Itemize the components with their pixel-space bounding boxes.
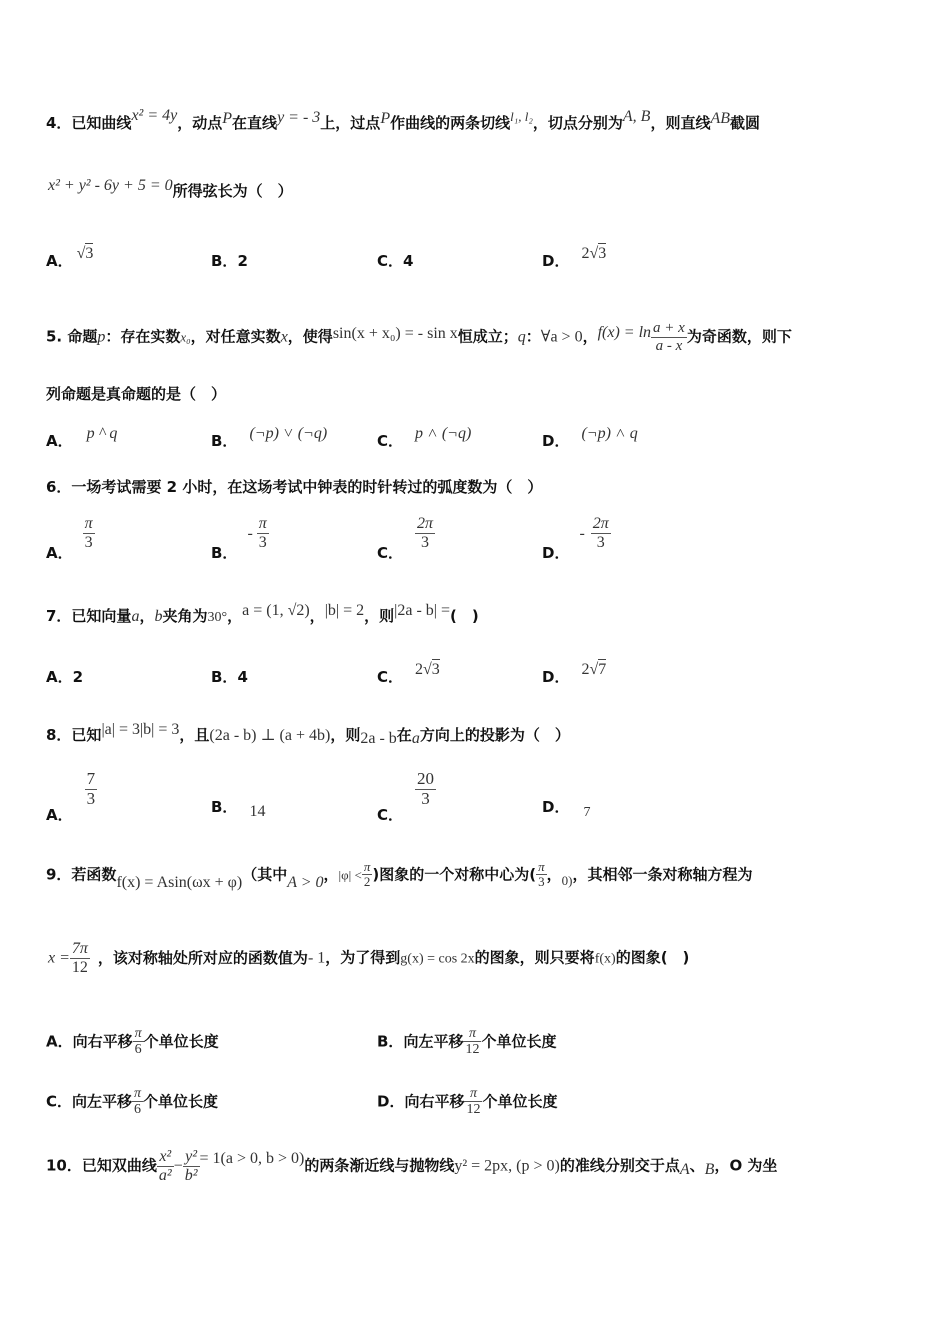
q5-text: 为奇函数，则下 — [686, 327, 792, 346]
q7-math: |b| = 2 — [324, 602, 365, 619]
option-text: 向左平移 — [403, 1032, 464, 1051]
q5-option-d — [542, 425, 638, 451]
option-value: 3 — [598, 245, 607, 262]
option-value: (¬p) ˅ (¬q) — [249, 425, 328, 442]
fraction-numerator: π — [463, 1026, 481, 1042]
option-value: 3 — [85, 245, 94, 262]
q9-option-d — [377, 1086, 557, 1118]
fraction-denominator: b² — [184, 1166, 198, 1184]
q7-option-d: D． 2√7 — [542, 661, 607, 686]
option-label: A． — [46, 543, 73, 562]
q5-option-a — [46, 425, 118, 451]
fraction-numerator: 7 — [86, 769, 96, 788]
fraction-numerator: 20 — [417, 769, 435, 788]
option-value: 2 — [237, 252, 248, 270]
q8-math: 2a - b — [360, 730, 397, 747]
q7-math: 30° — [207, 610, 228, 625]
option-label: B． — [211, 668, 238, 686]
q4-math: P — [222, 110, 233, 127]
q8-text: 8．已知 — [46, 726, 102, 744]
option-value: 7 — [598, 661, 607, 678]
option-label: B． — [377, 1032, 404, 1051]
q4-option-c — [377, 250, 413, 271]
q9-text: 9．若函数 — [46, 865, 117, 884]
option-label: A． — [46, 252, 73, 270]
option-fraction — [85, 770, 98, 808]
q7-text: 7．已知向量 — [46, 607, 132, 625]
q9-math: x = — [48, 949, 70, 967]
q4-math: AB — [710, 110, 730, 127]
q5-text: ， — [582, 327, 598, 346]
fraction-denominator: 12 — [466, 1102, 481, 1118]
q9-option-a — [46, 1026, 219, 1058]
q10-line — [46, 1148, 777, 1184]
option-value: 2 — [72, 668, 84, 686]
q4-line1 — [46, 107, 761, 133]
option-label: C． — [377, 252, 404, 270]
fraction-numerator: 7π — [71, 940, 88, 957]
q9-text: ，其相邻一条对称轴方程为 — [572, 865, 753, 884]
q7-math: |2a - b| = — [394, 602, 450, 619]
q7-math: a — [131, 608, 140, 625]
q8-option-d — [542, 796, 591, 820]
q9-fraction — [362, 860, 373, 890]
q4-text: 作曲线的两条切线 — [390, 114, 511, 132]
q10-math: B — [704, 1160, 715, 1178]
fraction-denominator: 12 — [71, 958, 88, 976]
q4-option-a: A． √3 — [46, 245, 94, 270]
q5-math: p — [97, 328, 106, 346]
fraction-numerator: π — [134, 1026, 142, 1041]
q4-math: l₁, l₂ — [510, 109, 533, 124]
fraction-numerator: π — [134, 1086, 142, 1101]
q6-option-d — [542, 515, 611, 562]
option-text: 个单位长度 — [143, 1092, 219, 1111]
q5-text: 5. 命题 — [46, 327, 98, 346]
q8-text: ，且 — [179, 726, 210, 744]
fraction-numerator: 2π — [417, 515, 434, 532]
q7-math: a = (1, √2) — [242, 602, 310, 619]
fraction-numerator: π — [84, 515, 93, 532]
q9-math: f(x) — [594, 951, 616, 967]
q7-text: ( ) — [450, 607, 479, 625]
q10-text: 的两条渐近线与抛物线 — [304, 1156, 455, 1175]
option-fraction — [463, 1026, 481, 1058]
q9-text: （其中 — [242, 865, 288, 884]
q4-text: 4．已知曲线 — [46, 114, 132, 132]
q9-text: )图象的一个对称中心为( — [372, 865, 537, 884]
q5-math: q — [517, 328, 526, 346]
q4-circle-equation: x² + y² - 6y + 5 = 0 — [48, 177, 173, 194]
q6-option-b — [211, 515, 269, 562]
q6-text: 6．一场考试需要 2 小时，在这场考试中钟表的时针转过的弧度数为（ ） — [46, 478, 543, 496]
option-label: D． — [542, 432, 570, 450]
option-text: 向右平移 — [404, 1092, 465, 1111]
q7-option-b — [211, 666, 248, 687]
q10-math: − — [173, 1157, 183, 1175]
fraction-numerator: π — [363, 859, 371, 874]
q8-math: |a| = 3|b| = 3 — [101, 721, 180, 738]
fraction-denominator: 3 — [421, 533, 430, 551]
fraction-denominator: 6 — [134, 1042, 142, 1058]
option-label: D． — [542, 543, 570, 562]
q5-text: ，对任意实数 — [190, 327, 281, 346]
option-label: C． — [377, 668, 404, 686]
q10-text: ，O 为坐 — [714, 1156, 778, 1175]
q4-text: ，则直线 — [650, 114, 711, 132]
option-sign: - — [247, 524, 253, 542]
option-value: p ^ q — [86, 425, 118, 442]
q10-text: 10．已知双曲线 — [46, 1156, 157, 1175]
fraction-numerator: π — [464, 1086, 482, 1102]
option-fraction — [591, 515, 611, 551]
fraction-numerator: x² — [157, 1148, 174, 1167]
q9-math: f(x) = Asin(ωx + φ) — [116, 874, 243, 892]
q5-text: 恒成立； — [457, 327, 518, 346]
q5-option-c — [377, 425, 472, 451]
q4-option-b — [211, 250, 248, 271]
option-value: 4 — [237, 668, 248, 686]
option-label: A． — [46, 805, 73, 824]
q8-math: a — [411, 730, 420, 747]
q9-fraction — [70, 940, 90, 976]
fraction-denominator: 3 — [421, 788, 430, 808]
q4-text: 所得弦长为（ ） — [172, 182, 293, 200]
q9-math: g(x) = cos 2x — [400, 951, 475, 967]
q7-text: ， — [309, 607, 325, 625]
q5-line1 — [46, 320, 792, 354]
option-label: A． — [46, 432, 73, 450]
q9-fraction — [536, 860, 547, 890]
option-label: D． — [542, 252, 570, 270]
q9-math: 0) — [561, 873, 573, 889]
option-label: A． — [46, 1032, 73, 1051]
q8-line — [46, 721, 570, 747]
q4-text: ，切点分别为 — [532, 114, 623, 132]
q4-math: P — [380, 110, 391, 127]
option-text: 个单位长度 — [481, 1032, 557, 1051]
q7-math: b — [154, 608, 163, 625]
q7-option-c: C． 2√3 — [377, 661, 440, 686]
fraction-denominator: a² — [158, 1166, 172, 1184]
fraction-numerator: π — [258, 515, 267, 532]
option-fraction — [132, 1086, 143, 1118]
q7-text: ，则 — [364, 607, 395, 625]
q7-line — [46, 602, 479, 626]
q5-text: 列命题是真命题的是（ ） — [46, 385, 227, 403]
q10-fraction — [157, 1148, 174, 1184]
option-value: 3 — [431, 661, 440, 678]
option-label: D． — [542, 668, 570, 686]
option-label: A． — [46, 668, 73, 686]
q9-text: ， — [546, 865, 562, 884]
q9-text: 的图象，则只要将 — [474, 948, 595, 967]
q4-text: 在直线 — [232, 114, 278, 132]
option-value: 14 — [249, 803, 266, 820]
option-fraction — [83, 515, 95, 551]
option-label: B． — [211, 543, 238, 562]
q7-text: ， — [139, 607, 155, 625]
q4-math: A, B — [622, 108, 651, 125]
fraction-denominator: 3 — [84, 533, 93, 551]
q5-text: ： — [525, 327, 541, 346]
option-value: p ˄ (¬q) — [415, 425, 472, 442]
q7-text: ， — [227, 607, 243, 625]
q4-text: 截圆 — [730, 114, 761, 132]
q5-math: ∀a > 0 — [540, 328, 583, 346]
fraction-denominator: a - x — [655, 337, 683, 354]
q10-math: = 1(a > 0, b > 0) — [199, 1149, 305, 1167]
option-label: C． — [377, 805, 404, 824]
q7-text: 夹角为 — [162, 607, 208, 625]
q5-math: f(x) = ln — [597, 323, 652, 341]
q9-text: ，为了得到 — [325, 948, 401, 967]
q8-text: 方向上的投影为（ ） — [419, 726, 570, 744]
q5-text: ：存在实数 — [105, 327, 181, 346]
fraction-denominator: 2 — [363, 874, 371, 890]
q9-line2 — [48, 940, 689, 976]
option-label: B． — [211, 252, 238, 270]
fraction-denominator: 3 — [596, 533, 605, 551]
q9-text: 的图象( ) — [615, 948, 690, 967]
q9-math: |φ| < — [338, 867, 362, 883]
q5-math: sin(x + x₀) = - sin x — [332, 324, 458, 342]
q8-text: 在 — [396, 726, 412, 744]
q5-math: x₀ — [180, 329, 191, 345]
option-value: 4 — [403, 252, 414, 270]
q6-option-a — [46, 515, 95, 562]
option-fraction — [133, 1026, 144, 1058]
option-label: C． — [377, 432, 404, 450]
q8-option-a — [46, 769, 97, 824]
q5-text: ，使得 — [287, 327, 333, 346]
option-fraction — [415, 515, 435, 551]
q6-option-c — [377, 515, 435, 562]
q9-text: ， — [323, 865, 339, 884]
q9-text: ，该对称轴处所对应的函数值为 — [97, 948, 308, 967]
option-label: C． — [377, 543, 404, 562]
q4-text: ，动点 — [177, 114, 223, 132]
q4-math: y = - 3 — [277, 109, 321, 126]
option-fraction — [464, 1086, 482, 1118]
q9-math: - 1 — [307, 949, 326, 967]
fraction-numerator: y² — [183, 1148, 200, 1167]
option-value: (¬p) ˄ q — [581, 425, 638, 442]
q10-fraction — [183, 1148, 200, 1184]
option-label: B． — [211, 432, 238, 450]
q4-math: x² = 4y — [131, 107, 178, 124]
q7-option-a — [46, 666, 83, 687]
option-text: 个单位长度 — [143, 1032, 219, 1051]
q10-math: A — [679, 1160, 690, 1178]
q5-math: x — [280, 328, 288, 346]
option-sign: - — [579, 524, 585, 542]
option-label: D． — [377, 1092, 405, 1111]
fraction-denominator: 12 — [465, 1042, 480, 1058]
q9-option-c — [46, 1086, 218, 1118]
fraction-numerator: π — [538, 859, 545, 874]
fraction-denominator: 3 — [86, 788, 96, 808]
q4-line2 — [48, 177, 293, 201]
q4-text: 上，过点 — [320, 114, 381, 132]
q8-math: (2a - b) ⊥ (a + 4b) — [209, 727, 331, 744]
q9-math: A > 0 — [287, 874, 324, 892]
q10-text: 的准线分别交于点 — [559, 1156, 680, 1175]
q8-text: ，则 — [330, 726, 361, 744]
fraction-numerator: 2π — [592, 515, 609, 532]
option-text: 向右平移 — [72, 1032, 133, 1051]
option-fraction — [257, 515, 269, 551]
q9-option-b — [377, 1026, 556, 1058]
option-fraction — [415, 770, 436, 808]
fraction-denominator: 6 — [134, 1102, 142, 1118]
option-text: 个单位长度 — [482, 1092, 558, 1111]
fraction-numerator: a + x — [653, 320, 685, 336]
q10-text: 、 — [689, 1156, 705, 1175]
q8-option-b — [211, 796, 266, 820]
q5-option-b — [211, 425, 328, 451]
q5-fraction — [651, 320, 687, 354]
option-label: C． — [46, 1092, 73, 1111]
q4-option-d: D． 2√3 — [542, 245, 607, 270]
fraction-denominator: 3 — [538, 874, 545, 890]
q6-stem — [46, 476, 542, 497]
q5-line2 — [46, 383, 226, 404]
q10-math: y² = 2px, (p > 0) — [454, 1157, 560, 1175]
option-text: 向左平移 — [72, 1092, 133, 1111]
option-label: D． — [542, 798, 570, 816]
q8-option-c — [377, 769, 436, 824]
option-label: B． — [211, 798, 238, 816]
fraction-denominator: 3 — [258, 533, 267, 551]
q9-line1 — [46, 860, 752, 890]
option-value: 7 — [583, 805, 591, 820]
